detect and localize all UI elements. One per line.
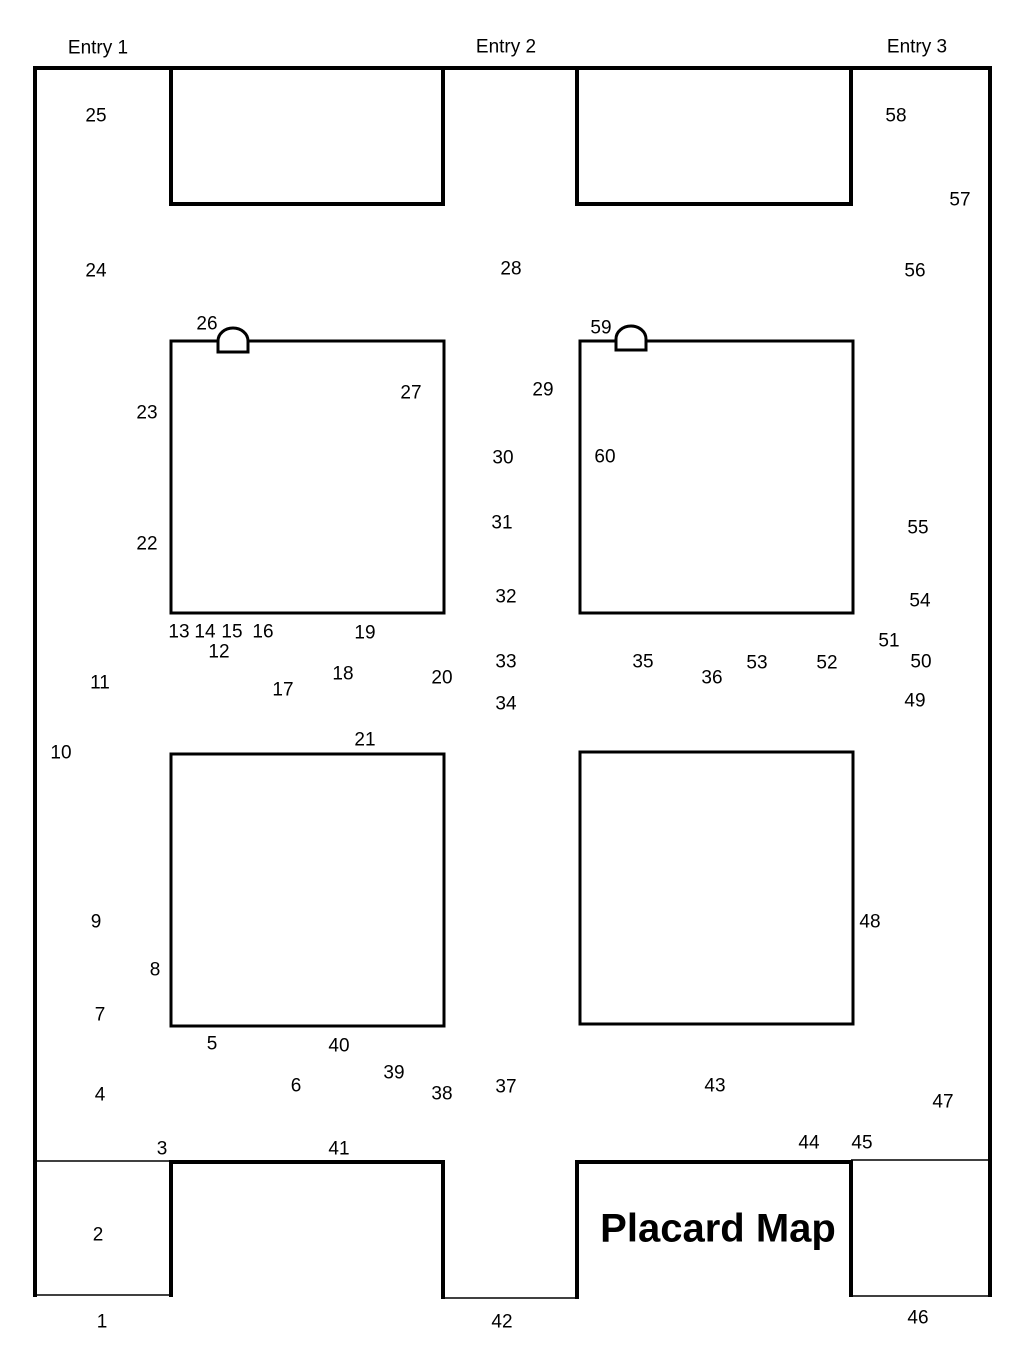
top-left-booth [171,68,443,204]
placard-39-label: 39 [383,1062,405,1084]
placard-57-label: 57 [949,189,971,211]
placard-44-label: 44 [798,1132,820,1154]
placard-18-label: 18 [332,663,354,685]
placard-20-label: 20 [431,667,453,689]
placard-33-label: 33 [495,651,517,673]
placard-59-label: 59 [590,317,612,339]
placard-24-label: 24 [85,260,107,282]
display-lower-left [171,754,444,1026]
placard-21-label: 21 [354,729,376,751]
placard-40-label: 40 [328,1035,350,1057]
placard-30-label: 30 [492,447,514,469]
placard-19-label: 19 [354,622,376,644]
placard-31-label: 31 [491,512,513,534]
placard-56-label: 56 [904,260,926,282]
placard-49-label: 49 [904,690,926,712]
display-upper-right [580,341,853,613]
placard-26-label: 26 [196,313,218,335]
placard-7-label: 7 [94,1004,106,1026]
placard-9-label: 9 [90,911,102,933]
bottom-booth-left [171,1162,443,1297]
placard-41-label: 41 [328,1138,350,1160]
placard-42-label: 42 [491,1311,513,1333]
placard-2-label: 2 [92,1224,104,1246]
marker-upper-right [616,326,646,350]
placard-37-label: 37 [495,1076,517,1098]
placard-50-label: 50 [910,651,932,673]
placard-34-label: 34 [495,693,517,715]
marker-upper-left [218,328,248,352]
entry-2-label: Entry 2 [475,36,537,58]
entry-3-label: Entry 3 [886,36,948,58]
placard-60-label: 60 [594,446,616,468]
placard-1-label: 1 [96,1311,108,1333]
placard-48-label: 48 [859,911,881,933]
placard-12-label: 12 [208,641,230,663]
placard-38-label: 38 [431,1083,453,1105]
placard-5-label: 5 [206,1033,218,1055]
entry-1-label: Entry 1 [67,37,129,59]
placard-32-label: 32 [495,586,517,608]
placard-51-label: 51 [878,630,900,652]
placard-4-label: 4 [94,1084,106,1106]
top-right-booth [577,68,851,204]
placard-23-label: 23 [136,402,158,424]
display-lower-right [580,752,853,1024]
placard-46-label: 46 [907,1307,929,1329]
placard-36-label: 36 [701,667,723,689]
placard-8-label: 8 [149,959,161,981]
placard-25-label: 25 [85,105,107,127]
placard-54-label: 54 [909,590,931,612]
placard-53-label: 53 [746,652,768,674]
placard-14-label: 14 [194,621,216,643]
placard-27-label: 27 [400,382,422,404]
placard-52-label: 52 [816,652,838,674]
placard-58-label: 58 [885,105,907,127]
placard-15-label: 15 [221,621,243,643]
placard-45-label: 45 [851,1132,873,1154]
placard-10-label: 10 [50,742,72,764]
placard-17-label: 17 [272,679,294,701]
placard-11-label: 11 [90,672,110,694]
placard-3-label: 3 [156,1138,168,1160]
placard-55-label: 55 [907,517,929,539]
placard-22-label: 22 [136,533,158,555]
placard-13-label: 13 [168,621,190,643]
placard-6-label: 6 [290,1075,302,1097]
placard-35-label: 35 [632,651,654,673]
placard-29-label: 29 [532,379,554,401]
placard-16-label: 16 [252,621,274,643]
placard-47-label: 47 [932,1091,954,1113]
placard-28-label: 28 [500,258,522,280]
placard-43-label: 43 [704,1075,726,1097]
map-title: Placard Map [600,1206,836,1251]
